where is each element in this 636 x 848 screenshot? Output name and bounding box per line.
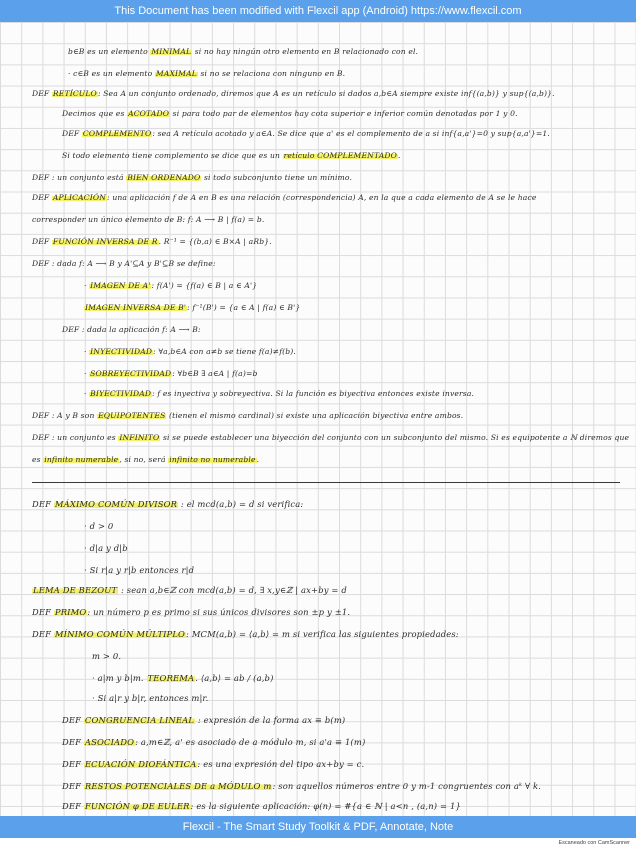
note-text: . R⁻¹ = {(b,a) ∈ B×A | aRb}. [158,237,272,246]
notebook-page [0,22,636,816]
highlighted-term: ASOCIADO [84,737,135,747]
note-text: : Sea A un conjunto ordenado, diremos que A es un retículo si dados a,b∈A siempre existe inf{(a,b)} y sup{(a,b)}. [97,89,555,98]
note-text: : son aquellos números entre 0 y m-1 congruentes con aᵏ ∀ k. [272,781,542,791]
note-text: : a,m∈ℤ, a' es asociado de a módulo m, si a'a ≡ 1(m) [135,737,366,747]
note-text: : ∀a,b∈A con a≠b se tiene f(a)≠f(b). [153,347,296,356]
note-text: : una aplicación f de A en B es una relación (correspondencia) A, en la que a cada elemento de A se le hace [107,193,537,202]
note-line [62,778,541,794]
note-line [32,626,459,642]
note-text: , si no, será [119,455,169,464]
note-text: si todo subconjunto tiene un mínimo. [201,173,353,182]
highlighted-term: MINIMAL [151,47,192,56]
note-text: DEF : un conjunto es [32,433,119,442]
note-text: : f es inyectiva y sobreyectiva. Si la función es biyectiva entonces existe inversa. [152,389,475,398]
highlighted-term: infinito no numerable [169,455,256,464]
note-text: si no hay ningún otro elemento en B relacionado con el. [192,47,419,56]
note-text: : es la siguiente aplicación: φ(n) = #{a ∈ ℕ | a<n , (a,n) = 1} [190,801,461,811]
note-line [84,300,300,316]
note-line [62,712,345,728]
highlighted-term: BIYECTIVIDAD [90,389,152,398]
highlighted-term: INFINITO [119,433,160,442]
highlighted-term: RETÍCULO [52,89,97,98]
highlighted-term: LEMA DE BEZOUT [33,585,118,595]
note-text: · [84,389,90,398]
note-text: DEF [62,781,84,791]
note-text: Si todo elemento tiene complemento se dice que es un [62,151,283,160]
note-text: · [84,347,90,356]
note-text: DEF : dada f: A ⟶ B y A'⊆A y B'⊆B se define: [32,259,216,268]
note-line [32,408,463,424]
note-line [62,798,461,814]
note-text: b∈B es un elemento [68,47,151,56]
note-line [62,106,518,122]
highlighted-term: retículo COMPLEMENTADO [283,151,398,160]
app-watermark-banner-bottom [0,816,636,838]
note-line [32,496,303,512]
note-text: DEF : dada la aplicación f: A ⟶ B: [62,325,201,334]
note-text: si se puede establecer una biyección del conjunto con un subconjunto del mismo. Si es equipotente a ℕ diremos que [160,433,630,442]
highlighted-term: infinito numerable [44,455,119,464]
banner-bottom-text: Flexcil - The Smart Study Toolkit & PDF, Annotate, Note [182,821,454,833]
note-text: : el mcd(a,b) = d si verifica: [178,499,304,509]
highlighted-term: MÍNIMO COMÚN MÚLTIPLO [54,629,186,639]
note-text: DEF [32,89,52,98]
note-line [92,690,208,706]
highlighted-term: RESTOS POTENCIALES DE a MÓDULO m [84,781,272,791]
note-line [84,386,474,402]
note-line [32,190,537,206]
note-text: : expresión de la forma ax ≡ b(m) [195,715,346,725]
note-text: m > 0. [92,651,122,661]
note-text: Decimos que es [62,109,128,118]
note-line [62,756,364,772]
note-line [62,322,201,338]
note-line [32,430,629,446]
highlighted-term: TEOREMA [147,673,195,683]
highlighted-term: BIEN ORDENADO [127,173,201,182]
note-line [32,234,272,250]
note-text: es [32,455,44,464]
note-text: : f⁻¹(B') = {a ∈ A | f(a) ∈ B'} [187,303,301,312]
note-text: DEF [62,715,84,725]
highlighted-term: IMAGEN DE A' [90,281,151,290]
highlighted-term: IMAGEN INVERSA DE B' [85,303,187,312]
section-divider [32,482,620,483]
note-line [32,256,216,272]
highlighted-term: APLICACIÓN [52,193,107,202]
note-text: : sea A retículo acotado y a∈A. Se dice que a' es el complemento de a si inf{a,a'}=0 y sup{a,a'}=1. [152,129,550,138]
note-line [32,212,264,228]
note-text: corresponder un único elemento de B: f: A ⟶ B | f(a) = b. [32,215,265,224]
note-text: DEF [32,629,54,639]
highlighted-term: EQUIPOTENTES [98,411,166,420]
highlighted-term: FUNCIÓN φ DE EULER [84,801,190,811]
note-text: DEF [62,801,84,811]
note-line [84,518,113,534]
note-text: DEF [62,759,84,769]
note-line [32,582,347,598]
note-text: · [84,281,90,290]
note-text: DEF [62,737,84,747]
note-text: : es una expresión del tipo ax+by = c. [197,759,365,769]
note-text: · c∈B es un elemento [68,69,155,78]
note-line [84,366,257,382]
note-text: si para todo par de elementos hay cota superior e inferior común denotadas por 1 y 0. [170,109,518,118]
highlighted-term: MÁXIMO COMÚN DIVISOR [54,499,178,509]
note-line [84,540,128,556]
note-line [68,66,345,82]
note-text: DEF : un conjunto está [32,173,127,182]
note-text: DEF [32,607,54,617]
highlighted-term: INYECTIVIDAD [90,347,153,356]
highlighted-term: ECUACIÓN DIOFÁNTICA [84,759,197,769]
note-line [62,734,365,750]
highlighted-term: SOBREYECTIVIDAD [90,369,172,378]
app-watermark-banner-top [0,0,636,22]
note-text: si no se relaciona con ninguno en B. [197,69,346,78]
note-line [84,562,194,578]
note-text: . [256,455,260,464]
note-text: : un número p es primo si sus únicos divisores son ±p y ±1. [87,607,351,617]
highlighted-term: FUNCIÓN INVERSA DE R [52,237,158,246]
note-line [32,452,259,468]
highlighted-term: MAXIMAL [155,69,197,78]
note-text: : f(A') = {f(a) ∈ B | a ∈ A'} [151,281,258,290]
note-text: DEF [62,129,82,138]
note-line [32,86,555,102]
note-text: . ⟨a,b⟩ = ab / (a,b) [195,673,274,683]
highlighted-term: ACOTADO [128,109,170,118]
note-line [84,278,257,294]
highlighted-term: CONGRUENCIA LINEAL [84,715,195,725]
note-line [68,44,418,60]
note-text: · a|m y b|m. [92,673,144,683]
note-line [32,604,350,620]
note-text: · Si r|a y r|b entonces r|d [84,565,195,575]
note-text: (tienen el mismo cardinal) si existe una aplicación biyectiva entre ambos. [166,411,464,420]
note-text: : MCM(a,b) = ⟨a,b⟩ = m si verifica las siguientes propiedades: [186,629,459,639]
note-text: : sean a,b∈ℤ con mcd(a,b) = d, ∃ x,y∈ℤ | ax+by = d [118,585,347,595]
banner-top-text: This Document has been modified with Flexcil app (Android) https://www.flexcil.com [114,5,522,17]
note-text: · d|a y d|b [84,543,128,553]
note-text: · d > 0 [84,521,114,531]
note-text: : ∀b∈B ∃ a∈A | f(a)=b [172,369,258,378]
note-text: DEF : A y B son [32,411,98,420]
note-text: · [84,369,90,378]
note-line [62,126,550,142]
note-text: · Si a|r y b|r, entonces m|r. [92,693,209,703]
note-line [32,170,352,186]
note-line [92,648,121,664]
note-text: . [398,151,401,160]
note-text: DEF [32,193,52,202]
note-line [92,670,274,686]
note-line [84,344,296,360]
note-text: DEF [32,237,52,246]
highlighted-term: COMPLEMENTO [82,129,152,138]
highlighted-term: PRIMO [54,607,87,617]
scanner-watermark: Escaneado con CamScanner [558,840,630,846]
note-text: DEF [32,499,54,509]
note-line [62,148,401,164]
